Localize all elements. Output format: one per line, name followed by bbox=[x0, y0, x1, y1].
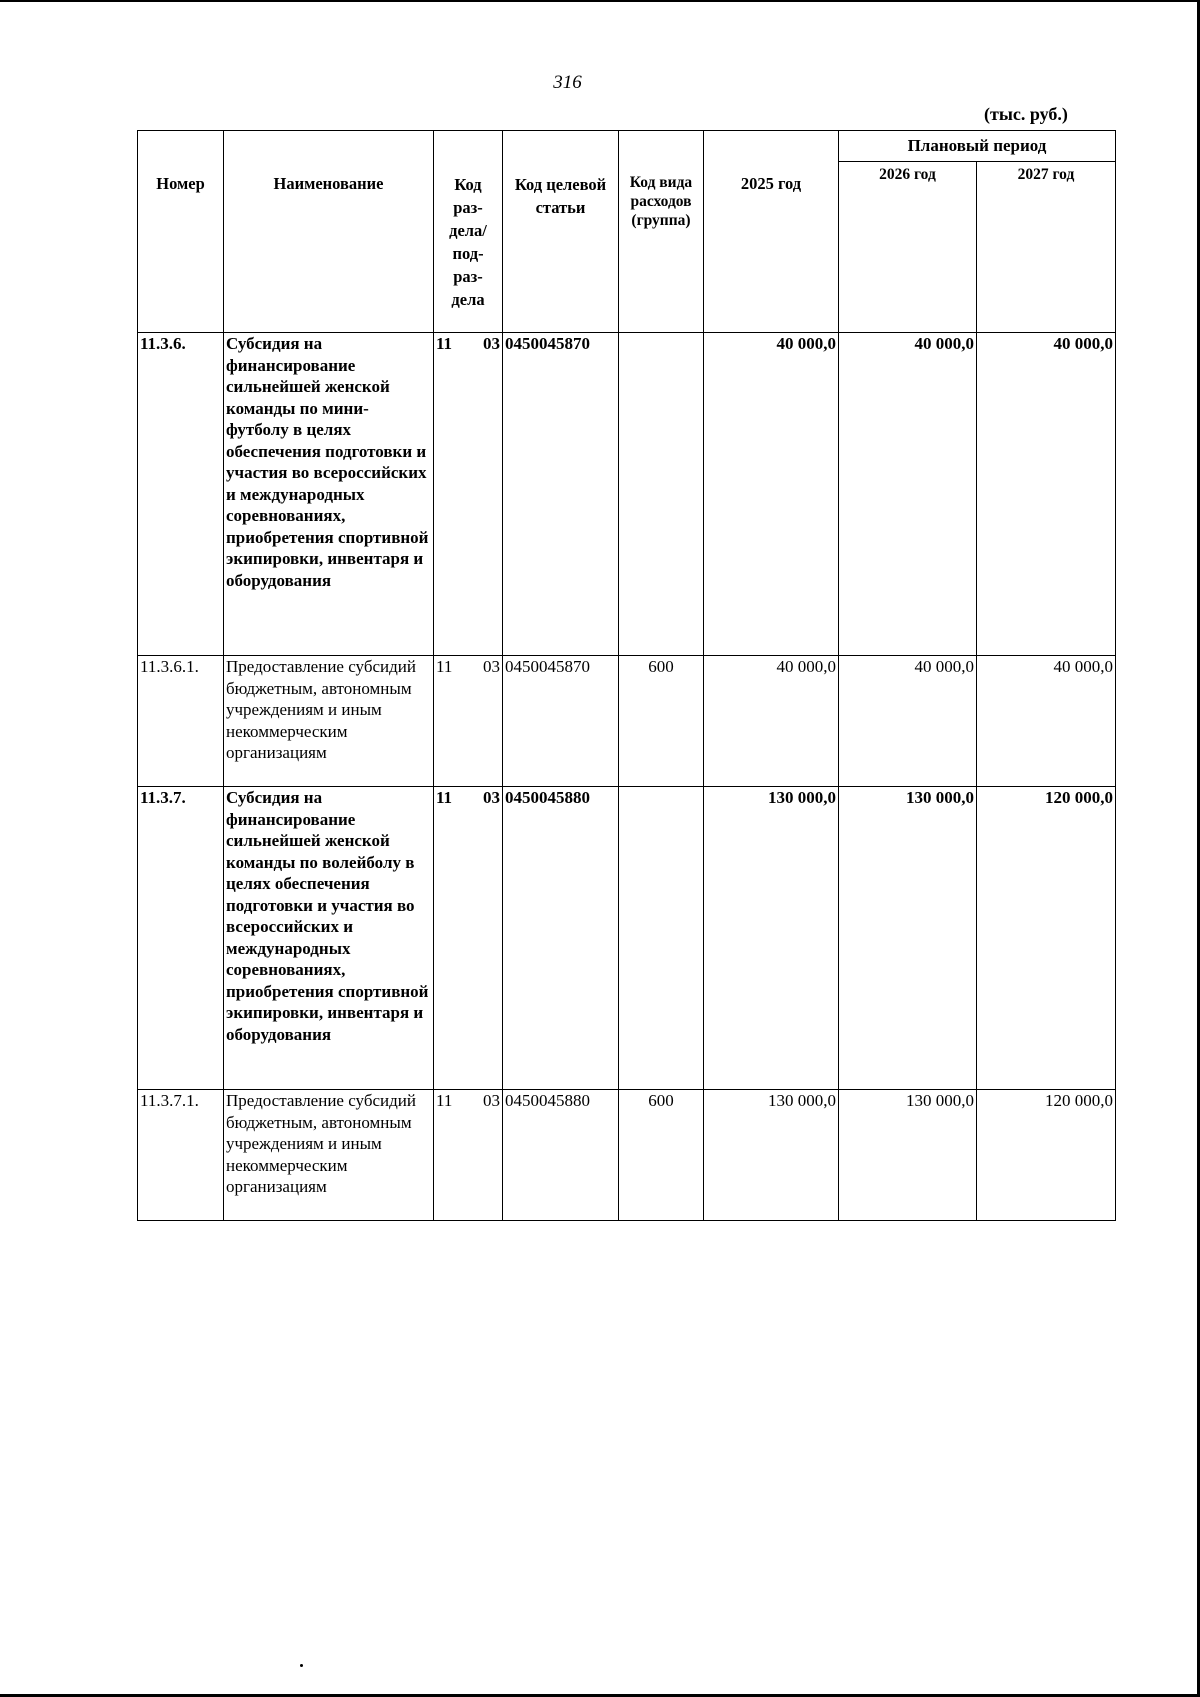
row-subsection: 03 bbox=[483, 334, 500, 353]
header-row-1 bbox=[138, 131, 1116, 162]
row-number: 11.3.7. bbox=[138, 787, 224, 1090]
row-section-code bbox=[434, 787, 503, 1090]
row-target-code: 0450045880 bbox=[503, 1090, 619, 1221]
row-section: 11 bbox=[436, 334, 453, 353]
row-section-code bbox=[434, 1090, 503, 1221]
row-subsection: 03 bbox=[483, 788, 500, 807]
table-row bbox=[138, 1090, 1116, 1221]
header-number: Номер bbox=[138, 131, 224, 333]
row-name: Субсидия на финансирование сильнейшей женской команды по мини-футболу в целях обеспечения подготовки и участия во всероссийских и международных соревнованиях, приобретения спортивной экипировки, инвентаря и оборудования bbox=[224, 333, 434, 656]
header-planned-period: Плановый период bbox=[839, 131, 1116, 162]
header-expense-type-code: Код вида расходов (группа) bbox=[619, 131, 704, 333]
budget-table bbox=[137, 130, 1116, 1221]
row-subsection: 03 bbox=[483, 1091, 500, 1110]
row-target-code: 0450045870 bbox=[503, 333, 619, 656]
row-expense-type: 600 bbox=[619, 656, 704, 787]
row-target-code: 0450045870 bbox=[503, 656, 619, 787]
scan-dot bbox=[300, 1664, 303, 1667]
table-row bbox=[138, 333, 1116, 656]
header-target-code: Код целевой статьи bbox=[503, 131, 619, 333]
row-section: 11 bbox=[436, 788, 453, 807]
row-value-2027: 120 000,0 bbox=[977, 1090, 1116, 1221]
row-target-code: 0450045880 bbox=[503, 787, 619, 1090]
row-value-2026: 40 000,0 bbox=[839, 333, 977, 656]
row-value-2026: 130 000,0 bbox=[839, 1090, 977, 1221]
row-name: Предоставление субсидий бюджетным, автономным учреждениям и иным некоммерческим организациям bbox=[224, 1090, 434, 1221]
scan-edge-top bbox=[0, 0, 1200, 2]
row-expense-type bbox=[619, 333, 704, 656]
row-expense-type: 600 bbox=[619, 1090, 704, 1221]
header-section-code-text: Код раз- дела/ под- раз- дела bbox=[449, 175, 487, 309]
row-section-code bbox=[434, 333, 503, 656]
page-number: 316 bbox=[553, 72, 582, 93]
row-value-2025: 130 000,0 bbox=[704, 787, 839, 1090]
row-value-2025: 40 000,0 bbox=[704, 656, 839, 787]
row-value-2027: 120 000,0 bbox=[977, 787, 1116, 1090]
header-year-2026: 2026 год bbox=[839, 162, 977, 333]
table-row bbox=[138, 787, 1116, 1090]
header-year-2027: 2027 год bbox=[977, 162, 1116, 333]
row-number: 11.3.6. bbox=[138, 333, 224, 656]
header-name: Наименование bbox=[224, 131, 434, 333]
header-year-2025: 2025 год bbox=[704, 131, 839, 333]
row-number: 11.3.7.1. bbox=[138, 1090, 224, 1221]
row-value-2026: 40 000,0 bbox=[839, 656, 977, 787]
row-section-code bbox=[434, 656, 503, 787]
row-name: Субсидия на финансирование сильнейшей женской команды по волейболу в целях обеспечения подготовки и участия во всероссийских и международных соревнованиях, приобретения спортивной экипировки, инвентаря и оборудования bbox=[224, 787, 434, 1090]
row-name: Предоставление субсидий бюджетным, автономным учреждениям и иным некоммерческим организациям bbox=[224, 656, 434, 787]
row-value-2027: 40 000,0 bbox=[977, 333, 1116, 656]
header-section-code bbox=[434, 131, 503, 333]
row-value-2027: 40 000,0 bbox=[977, 656, 1116, 787]
row-value-2025: 130 000,0 bbox=[704, 1090, 839, 1221]
row-section: 11 bbox=[436, 1091, 453, 1110]
table-row bbox=[138, 656, 1116, 787]
row-expense-type bbox=[619, 787, 704, 1090]
units-label: (тыс. руб.) bbox=[984, 104, 1068, 124]
row-value-2025: 40 000,0 bbox=[704, 333, 839, 656]
row-value-2026: 130 000,0 bbox=[839, 787, 977, 1090]
row-number: 11.3.6.1. bbox=[138, 656, 224, 787]
row-section: 11 bbox=[436, 657, 453, 676]
row-subsection: 03 bbox=[483, 657, 500, 676]
